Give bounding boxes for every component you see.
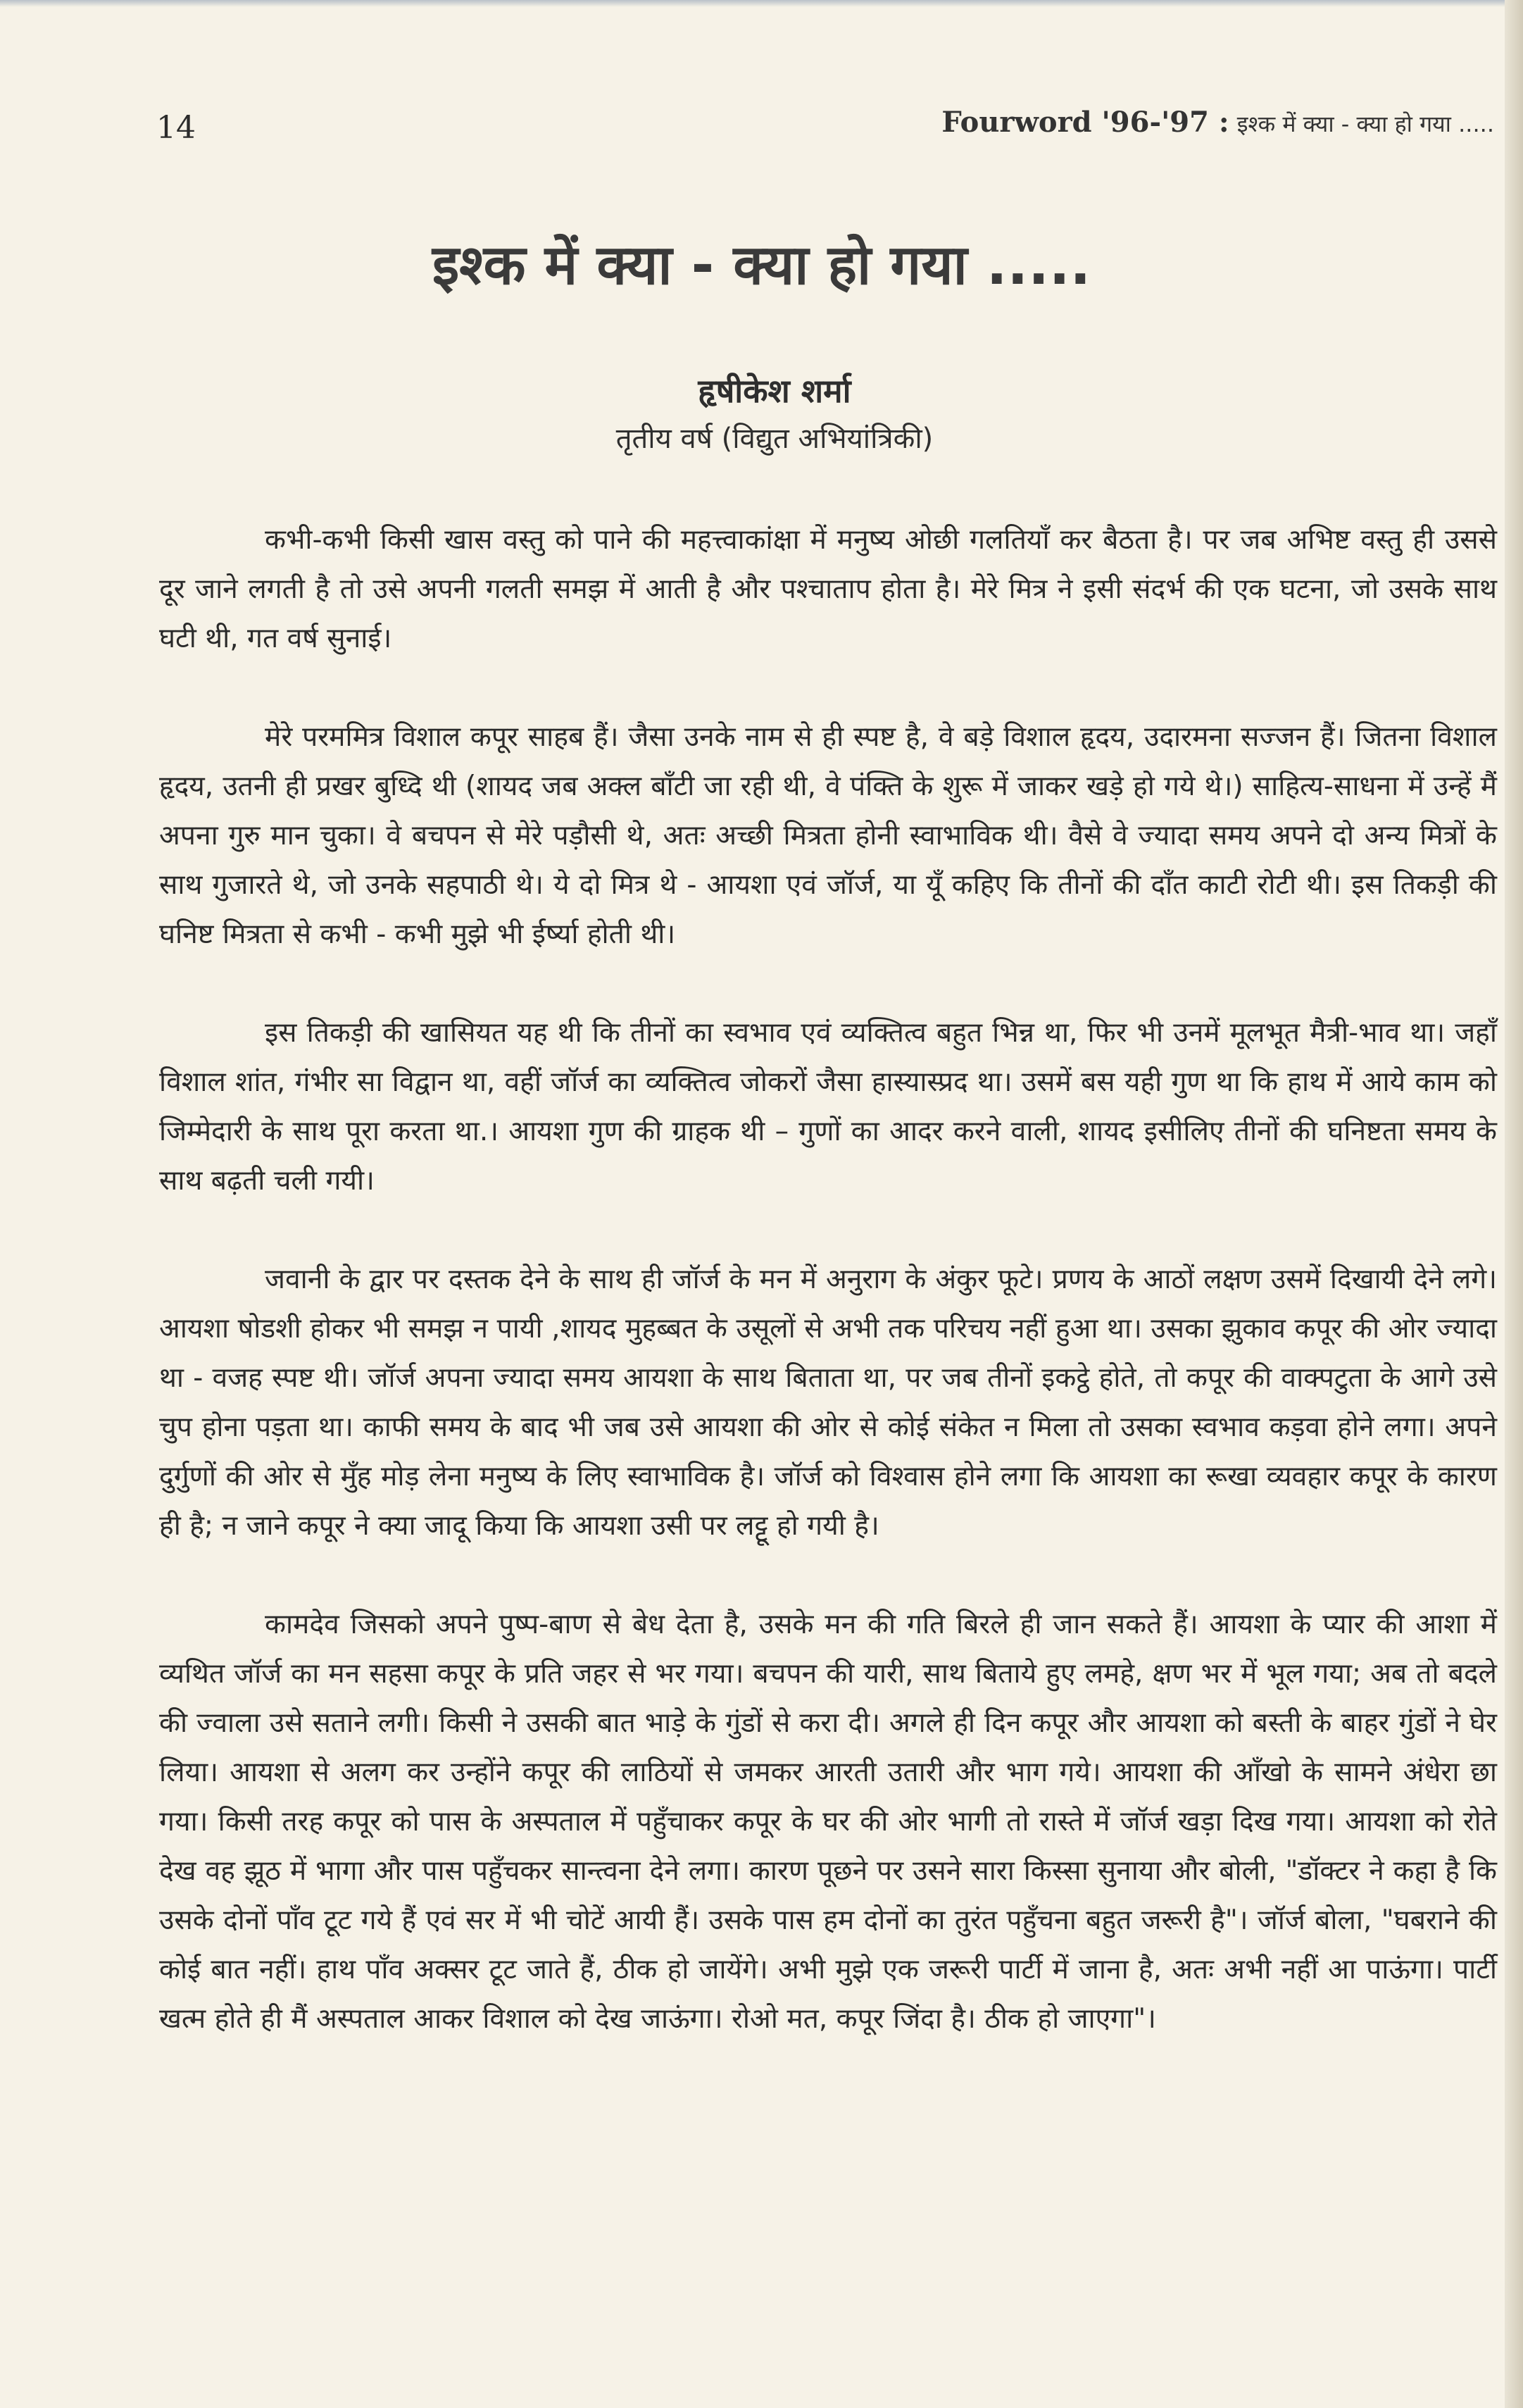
byline bbox=[0, 366, 1523, 462]
paragraph: कामदेव जिसको अपने पुष्प-बाण से बेध देता है, उसके मन की गति बिरले ही जान सकते हैं। आयशा के प्यार की आशा में व्यथित जॉर्ज का मन सहसा कपूर के प्रति जहर से भर गया। बचपन की यारी, साथ बिताये हुए लमहे, क्षण भर में भूल गया; अब तो बदले की ज्वाला उसे सताने लगी। किसी ने उसकी बात भाड़े के गुंडों से करा दी। अगले ही दिन कपूर और आयशा को बस्ती के बाहर गुंडों ने घेर लिया। आयशा से अलग कर उन्होंने कपूर की लाठियों से जमकर आरती उतारी और भाग गये। आयशा की आँखो के सामने अंधेरा छा गया। किसी तरह कपूर को पास के अस्पताल में पहुँचाकर कपूर के घर की ओर भागी तो रास्ते में जॉर्ज खड़ा दिख गया। आयशा को रोते देख वह झूठ में भागा और पास पहुँचकर सान्त्वना देने लगा। कारण पूछने पर उसने सारा किस्सा सुनाया और बोली, "डॉक्टर ने कहा है कि उसके दोनों पाँव टूट गये हैं एवं सर में भी चोटें आयी हैं। उसके पास हम दोनों का तुरंत पहुँचना बहुत जरूरी है"। जॉर्ज बोला, "घबराने की कोई बात नहीं। हाथ पाँव अक्सर टूट जाते हैं, ठीक हो जायेंगे। अभी मुझे एक जरूरी पार्टी में जाना है, अतः अभी नहीं आ पाऊंगा। पार्टी खत्म होते ही मैं अस्पताल आकर विशाल को देख जाऊंगा। रोओ मत, कपूर जिंदा है। ठीक हो जाएगा"। bbox=[159, 1609, 1497, 2035]
header-right bbox=[941, 106, 1494, 139]
article-title: इश्क में क्या - क्या हो गया ..... bbox=[432, 234, 1091, 297]
paragraph: जवानी के द्वार पर दस्तक देने के साथ ही जॉर्ज के मन में अनुराग के अंकुर फूटे। प्रणय के आठों लक्षण उसमें दिखायी देने लगे। आयशा षोडशी होकर भी समझ न पायी ,शायद मुहब्बत के उसूलों से अभी तक परिचय नहीं हुआ था। उसका झुकाव कपूर की ओर ज्यादा था - वजह स्पष्ट थी। जॉर्ज अपना ज्यादा समय आयशा के साथ बिताता था, पर जब तीनों इकट्ठे होते, तो कपूर की वाक्पटुता के आगे उसे चुप होना पड़ता था। काफी समय के बाद भी जब उसे आयशा की ओर से कोई संकेत न मिला तो उसका स्वभाव कड़वा होने लगा। अपने दुर्गुणों की ओर से मुँह मोड़ लेना मनुष्य के लिए स्वाभाविक है। जॉर्ज को विश्वास होने लगा कि आयशा का रूखा व्यवहार कपूर के कारण ही है; न जाने कपूर ने क्या जादू किया कि आयशा उसी पर लट्टू हो गयी है। bbox=[159, 1264, 1497, 1542]
paragraph: इस तिकड़ी की खासियत यह थी कि तीनों का स्वभाव एवं व्यक्तित्व बहुत भिन्न था, फिर भी उनमें मूलभूत मैत्री-भाव था। जहाँ विशाल शांत, गंभीर सा विद्वान था, वहीं जॉर्ज का व्यक्तित्व जोकरों जैसा हास्यास्प्रद था। उसमें बस यही गुण था कि हाथ में आये काम को जिम्मेदारी के साथ पूरा करता था.। आयशा गुण की ग्राहक थी – गुणों का आदर करने वाली, शायद इसीलिए तीनों की घनिष्टता समय के साथ बढ़ती चली गयी। bbox=[159, 1017, 1497, 1197]
page-binding-edge bbox=[1505, 0, 1523, 2408]
magazine-name: Fourword '96-'97 : bbox=[941, 106, 1229, 139]
running-header bbox=[156, 106, 1494, 155]
running-title: इश्क में क्या - क्या हो गया ..... bbox=[1236, 111, 1494, 137]
author-affiliation: तृतीय वर्ष (विद्युत अभियांत्रिकी) bbox=[615, 423, 934, 455]
article-body bbox=[159, 516, 1497, 2093]
page-top-edge bbox=[0, 0, 1523, 7]
page-number: 14 bbox=[156, 110, 196, 146]
author-name: हृषीकेश शर्मा bbox=[698, 372, 851, 410]
paragraph: कभी-कभी किसी खास वस्तु को पाने की महत्त्वाकांक्षा में मनुष्य ओछी गलतियाँ कर बैठता है। पर जब अभिष्ट वस्तु ही उससे दूर जाने लगती है तो उसे अपनी गलती समझ में आती है और पश्चाताप होता है। मेरे मित्र ने इसी संदर्भ की एक घटना, जो उसके साथ घटी थी, गत वर्ष सुनाई। bbox=[159, 524, 1497, 654]
paragraph: मेरे परममित्र विशाल कपूर साहब हैं। जैसा उनके नाम से ही स्पष्ट है, वे बड़े विशाल हृदय, उदारमना सज्जन हैं। जितना विशाल हृदय, उतनी ही प्रखर बुध्दि थी (शायद जब अक्ल बाँटी जा रही थी, वे पंक्ति के शुरू में जाकर खड़े हो गये थे।) साहित्य-साधना में उन्हें मैं अपना गुरु मान चुका। वे बचपन से मेरे पड़ौसी थे, अतः अच्छी मित्रता होनी स्वाभाविक थी। वैसे वे ज्यादा समय अपने दो अन्य मित्रों के साथ गुजारते थे, जो उनके सहपाठी थे। ये दो मित्र थे - आयशा एवं जॉर्ज, या यूँ कहिए कि तीनों की दाँत काटी रोटी थी। इस तिकड़ी की घनिष्ट मित्रता से कभी - कभी मुझे भी ईर्ष्या होती थी। bbox=[159, 721, 1497, 950]
